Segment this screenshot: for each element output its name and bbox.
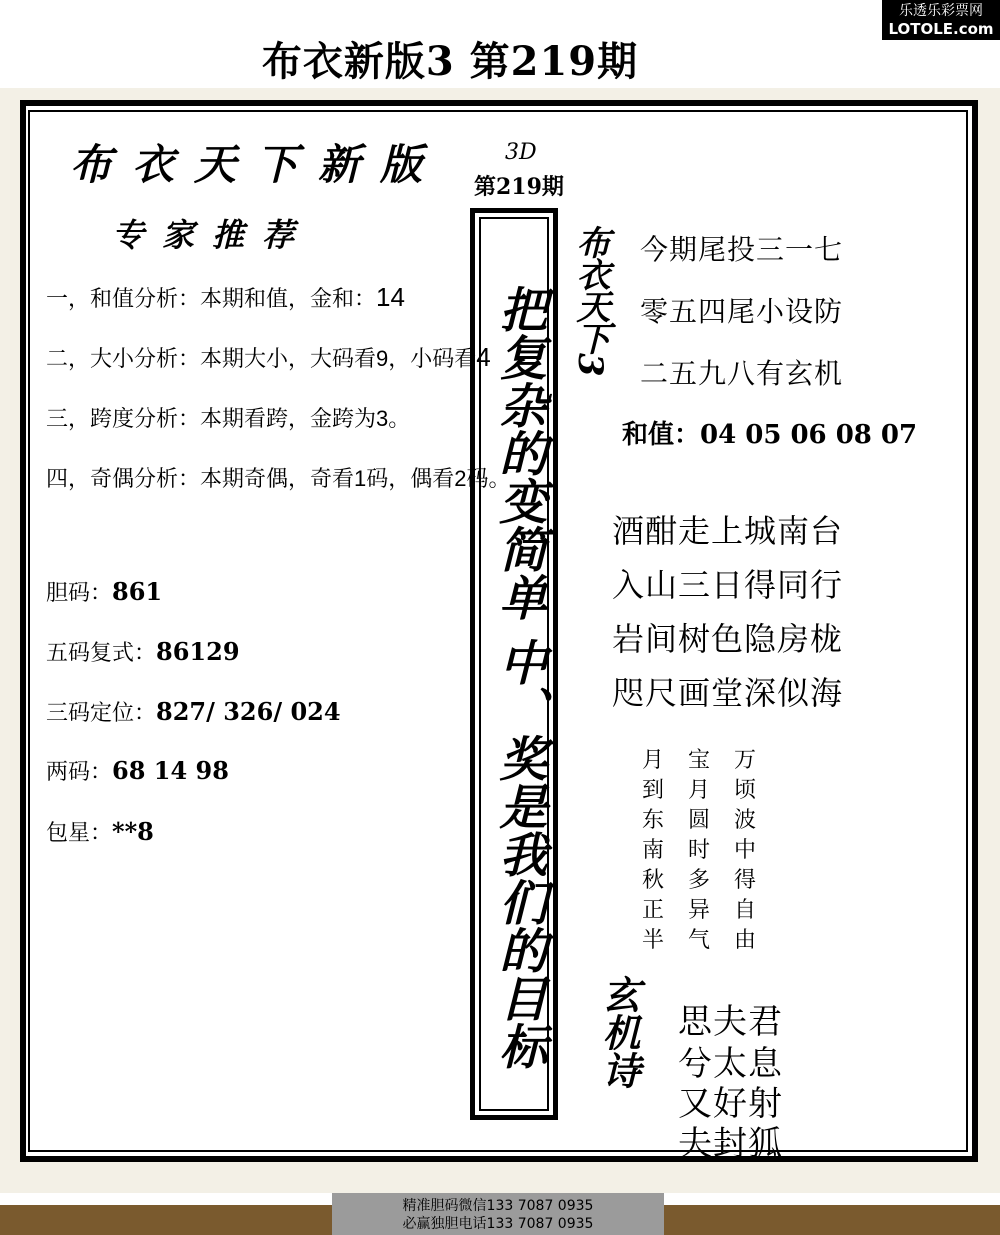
grid-char: 秋 [641, 868, 664, 893]
analysis-value: 4 [476, 342, 491, 372]
grid-char: 宝 [687, 748, 710, 773]
site-watermark[interactable] [882, 0, 1000, 40]
issue-number: 第219期 [474, 174, 564, 200]
contact-phone: 必赢独胆电话133 7087 0935 [402, 1216, 594, 1232]
grid-char: 月 [641, 748, 664, 773]
poem-line: 入山三日得同行 [612, 566, 844, 604]
pick-value: 68 14 98 [112, 756, 229, 785]
grid-char: 月 [687, 778, 710, 803]
grid-char: 时 [687, 838, 710, 863]
grid-char: 波 [733, 808, 756, 833]
pick-line [46, 696, 341, 727]
pick-line [46, 636, 240, 667]
analysis-line [46, 282, 405, 313]
sum-values: 和值：04 05 06 08 07 [622, 420, 918, 450]
pick-value: **8 [112, 817, 154, 846]
contact-wechat: 精准胆码微信133 7087 0935 [402, 1198, 594, 1214]
grid-char: 气 [687, 928, 710, 953]
mystic-line: 又好射 [678, 1084, 783, 1124]
analysis-label: 一，和值分析：本期和值，金和： [46, 286, 377, 311]
poem-line: 咫尺画堂深似海 [612, 674, 844, 712]
pick-value: 861 [112, 577, 163, 606]
verse-line: 今期尾投三一七 [640, 233, 844, 266]
verse-line: 零五四尾小设防 [640, 295, 844, 328]
grid-char: 得 [733, 868, 756, 893]
grid-char: 多 [687, 868, 710, 893]
pick-value: 86129 [156, 637, 240, 666]
pick-label: 五码复式： [46, 640, 157, 665]
grid-char: 东 [641, 808, 664, 833]
grid-char: 中 [733, 838, 756, 863]
grid-char: 万 [733, 748, 756, 773]
grid-char: 正 [641, 898, 664, 923]
grid-column [686, 746, 712, 956]
analysis-label: 三，跨度分析：本期看跨，金跨为3。 [46, 406, 411, 431]
grid-char: 半 [641, 928, 664, 953]
watermark-line1: 乐透乐彩票网 [899, 3, 983, 19]
grid-char: 圆 [687, 808, 710, 833]
poem-line: 酒酣走上城南台 [612, 512, 844, 550]
grid-column [732, 746, 758, 956]
grid-char: 顷 [733, 778, 756, 803]
left-subheading: 专家推荐 [112, 216, 313, 254]
analysis-line [46, 342, 491, 373]
watermark-line2: LOTOLE.com [888, 20, 994, 38]
pick-label: 包星： [46, 820, 113, 845]
slogan-inner-border [479, 217, 549, 1111]
pick-line [46, 576, 162, 607]
left-heading: 布衣天下新版 [70, 140, 443, 189]
analysis-label: 二，大小分析：本期大小，大码看9，小码看 [46, 346, 477, 371]
pick-label: 胆码： [46, 580, 113, 605]
analysis-line [46, 402, 410, 433]
grid-column [640, 746, 666, 956]
poem-line: 岩间树色隐房栊 [612, 620, 844, 658]
contact-box [332, 1193, 664, 1235]
brand-vertical: 布衣天下3 [570, 225, 610, 375]
grid-char: 自 [733, 898, 756, 923]
pick-value: 827/ 326/ 024 [156, 697, 341, 726]
pick-line [46, 755, 229, 786]
mystic-line: 夫封狐 [678, 1124, 783, 1164]
mystic-poem-label: 玄机诗 [596, 975, 641, 1089]
analysis-value: 14 [376, 282, 405, 312]
grid-char: 异 [687, 898, 710, 923]
grid-char: 南 [641, 838, 664, 863]
analysis-label: 四，奇偶分析：本期奇偶，奇看1码，偶看2码。 [46, 466, 511, 491]
analysis-line [46, 462, 510, 493]
page-title: 布衣新版3 第219期 [261, 38, 639, 85]
slogan-text: 把复杂的变简单 中、奖是我们的目标 [491, 284, 547, 1070]
verse-line: 二五九八有玄机 [640, 357, 844, 390]
pick-label: 两码： [46, 759, 113, 784]
mystic-line: 思夫君 [678, 1002, 783, 1042]
mystic-line: 兮太息 [678, 1044, 783, 1084]
pick-label: 三码定位： [46, 700, 157, 725]
issue-3d-label: 3D [505, 140, 537, 165]
slogan-box [470, 208, 558, 1120]
grid-char: 到 [641, 778, 664, 803]
grid-char: 由 [733, 928, 756, 953]
pick-line [46, 816, 154, 847]
